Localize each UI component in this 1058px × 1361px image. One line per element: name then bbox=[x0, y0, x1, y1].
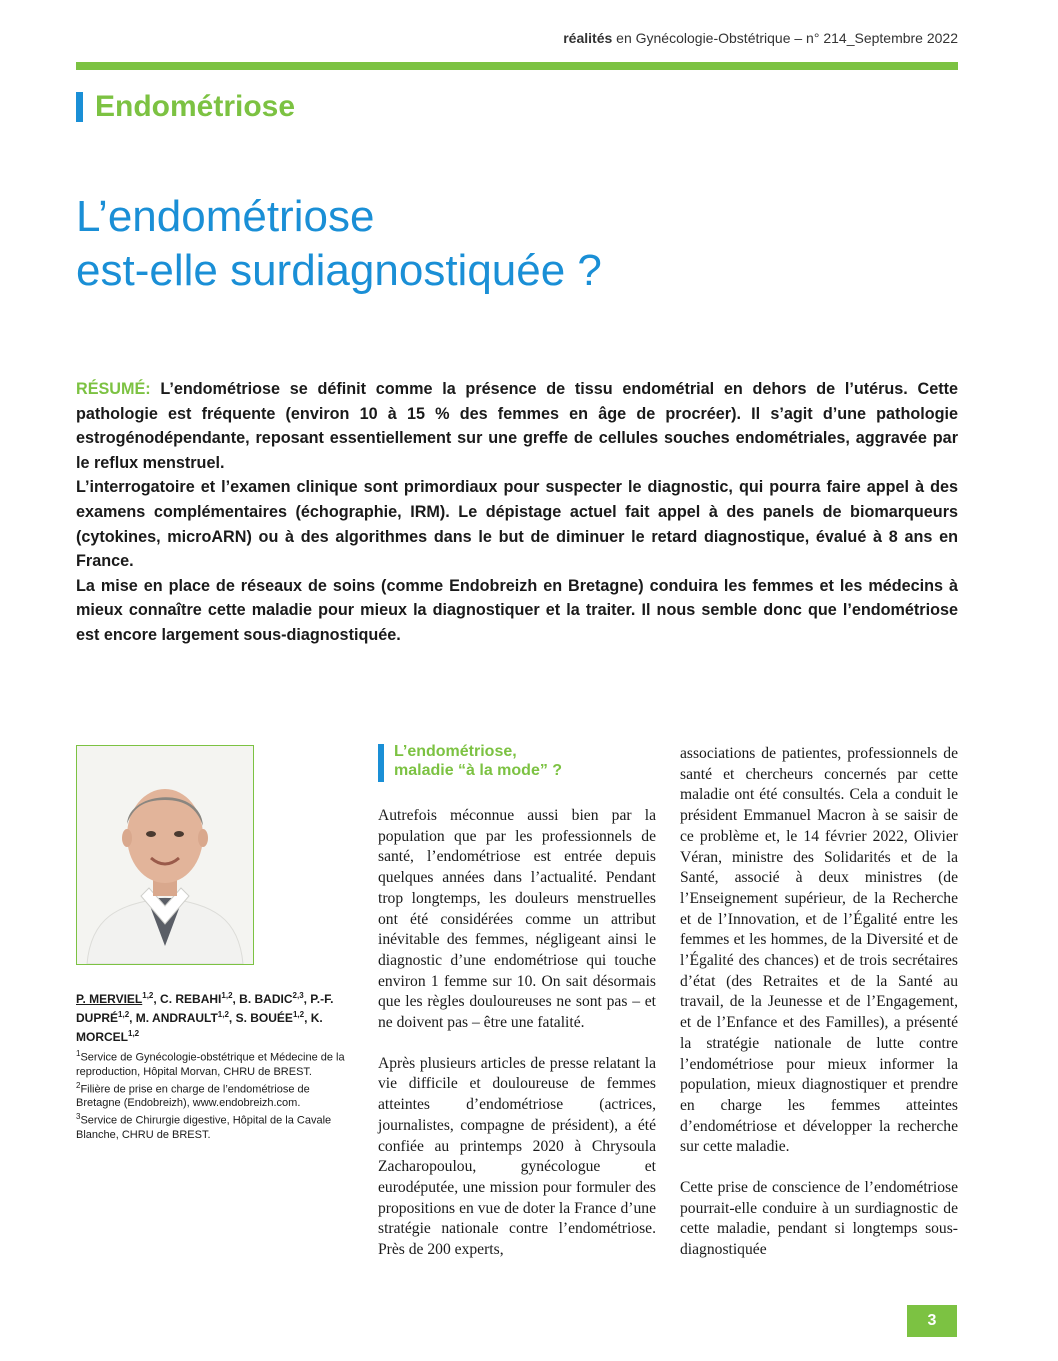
affiliation-sup: 1,2 bbox=[118, 1010, 130, 1019]
abstract-text-1: L’endométriose se définit comme la présence de tissu endométrial en dehors de l’utérus. Cette pathologie est fréquente (environ 10 à 15 % des femmes en âge de procréer). Il s’agit d’une pathologie estrogénodépendante, reposant essentiellement sur une greffe de cellules souches endométriales, aggravée par le reflux menstruel. bbox=[76, 380, 958, 472]
title-line-1: L’endométriose bbox=[76, 192, 375, 241]
author-name: , B. BADIC bbox=[232, 992, 293, 1006]
title-line-2: est-elle surdiagnostiquée ? bbox=[76, 246, 602, 295]
affiliation-3 bbox=[76, 1110, 356, 1142]
affiliation-sup: 2,3 bbox=[292, 991, 304, 1000]
abstract-paragraph-2: L’interrogatoire et l’examen clinique sont primordiaux pour suspecter le diagnostic, qui pourra faire appel à des examens complémentaires (échographie, IRM). Le dépistage actuel fait appel à des panels de biomarqueurs (cytokines, microARN) ou à des algorithmes dans le but de diminuer le retard diagnostique, évalué à 8 ans en France. bbox=[76, 478, 958, 571]
author-name: , M. ANDRAULT bbox=[129, 1011, 218, 1025]
journal-name: réalités bbox=[563, 30, 613, 46]
author-name: , K. MORCEL bbox=[76, 1011, 323, 1044]
body-paragraph: Après plusieurs articles de presse relatant la vie difficile et douloureuse de femmes atteintes d’endométriose (actrices, journalistes, compagne de président), a été confiée au printemps 2020 à Chrysoula Zacharopoulou, gynécologue et eurodéputée, une mission pour formuler des propositions en vue de doter la France d’une stratégie nationale contre l’endométriose. Près de 200 experts, bbox=[378, 1054, 656, 1259]
body-paragraph: Cette prise de conscience de l’endométriose pourrait-elle conduire à un surdiagnostic de cette maladie, pendant si longtemps sous-diagnostiquée bbox=[680, 1179, 958, 1259]
author-name: P. MERVIEL bbox=[76, 992, 143, 1006]
affiliation-sup: 1,2 bbox=[221, 991, 233, 1000]
affiliation-1 bbox=[76, 1047, 356, 1079]
header-rule bbox=[76, 62, 958, 70]
abstract-paragraph-3: La mise en place de réseaux de soins (comme Endobreizh en Bretagne) conduira les femmes et les médecins à mieux connaître cette maladie pour mieux la diagnostiquer et la traiter. Il nous semble donc que l’endométriose est encore largement sous-diagnostiquée. bbox=[76, 576, 958, 644]
section-tag bbox=[76, 90, 295, 124]
body-paragraph: associations de patientes, professionnels de santé et chercheurs concernés par cette maladie ont été consultés. Cela a conduit le président Emmanuel Macron à se saisir de ce problème et, le 14 février 2022, Olivier Véran, ministre des Solidarités et de la Santé, associé à deux ministres (de l’Enseignement supérieur, de la Recherche et de l’Innovation, et de l’Égalité entre les femmes et les hommes, de la Diversité et de l’Égalité des chances) et de trois secrétaires d’état (des Retraites et de la Santé au travail, de la Jeunesse et de l’Engagement, et de l’Enfance et des Familles), a présenté la stratégie nationale de lutte contre l’endométriose pour mieux informer la population, mieux diagnostiquer et prendre en charge les femmes atteintes d’endométriose et développer la recherche sur cette maladie. bbox=[680, 745, 958, 1156]
section-tag-label: Endométriose bbox=[95, 90, 296, 123]
abstract-label: RÉSUMÉ: bbox=[76, 380, 151, 398]
author-name: , S. BOUÉE bbox=[228, 1011, 293, 1025]
author-name: , C. REBAHI bbox=[153, 992, 222, 1006]
affiliation-sup: 1,2 bbox=[128, 1029, 140, 1038]
author-portrait-illustration bbox=[77, 746, 253, 964]
affiliation-text: Filière de prise en charge de l’endométriose de Bretagne (Endobreizh), www.endobreizh.com. bbox=[76, 1083, 310, 1110]
affiliation-number: 3 bbox=[76, 1112, 81, 1122]
abstract-paragraph-1 bbox=[76, 377, 958, 475]
journal-issue: en Gynécologie-Obstétrique – n° 214_Septembre 2022 bbox=[612, 30, 958, 46]
subheading-text bbox=[394, 742, 562, 782]
affiliation-text: Service de Gynécologie-obstétrique et Médecine de la reproduction, Hôpital Morvan, CHRU de BREST. bbox=[76, 1051, 345, 1078]
running-header bbox=[563, 30, 958, 46]
subheading-line-2: maladie “à la mode” ? bbox=[394, 762, 563, 779]
affiliation-2 bbox=[76, 1079, 356, 1111]
author-photo bbox=[76, 745, 254, 965]
abstract bbox=[76, 377, 958, 648]
affiliation-sup: 1,2 bbox=[217, 1010, 229, 1019]
affiliation-sup: 1,2 bbox=[142, 991, 154, 1000]
body-column-2 bbox=[680, 744, 958, 1281]
author-block bbox=[76, 988, 356, 1142]
affiliation-text: Service de Chirurgie digestive, Hôpital de la Cavale Blanche, CHRU de BREST. bbox=[76, 1114, 332, 1141]
body-paragraph: Autrefois méconnue aussi bien par la population que par les professionnels de santé, l’endométriose est entrée depuis quelques années dans l’actualité. Pendant trop longtemps, les douleurs menstruelles ont été considérées comme un attribut inévitable des femmes, négligeant ainsi le diagnostic d’une endométriose qui touche environ 1 femme sur 10. On sait désormais que les règles douloureuses ne sont pas – et ne doivent pas – être une fatalité. bbox=[378, 807, 656, 1032]
author-name: , P.-F. DUPRÉ bbox=[76, 992, 334, 1025]
section-tag-bar bbox=[76, 92, 83, 122]
section-subheading bbox=[378, 742, 562, 782]
article-title bbox=[76, 190, 956, 298]
author-names bbox=[76, 988, 356, 1045]
subheading-bar bbox=[378, 744, 384, 782]
affiliation-number: 2 bbox=[76, 1080, 81, 1090]
affiliation-sup: 1,2 bbox=[292, 1010, 305, 1019]
page-number: 3 bbox=[907, 1305, 957, 1337]
subheading-line-1: L’endométriose, bbox=[394, 743, 517, 760]
body-column-1 bbox=[378, 806, 656, 1281]
affiliation-number: 1 bbox=[76, 1049, 81, 1058]
